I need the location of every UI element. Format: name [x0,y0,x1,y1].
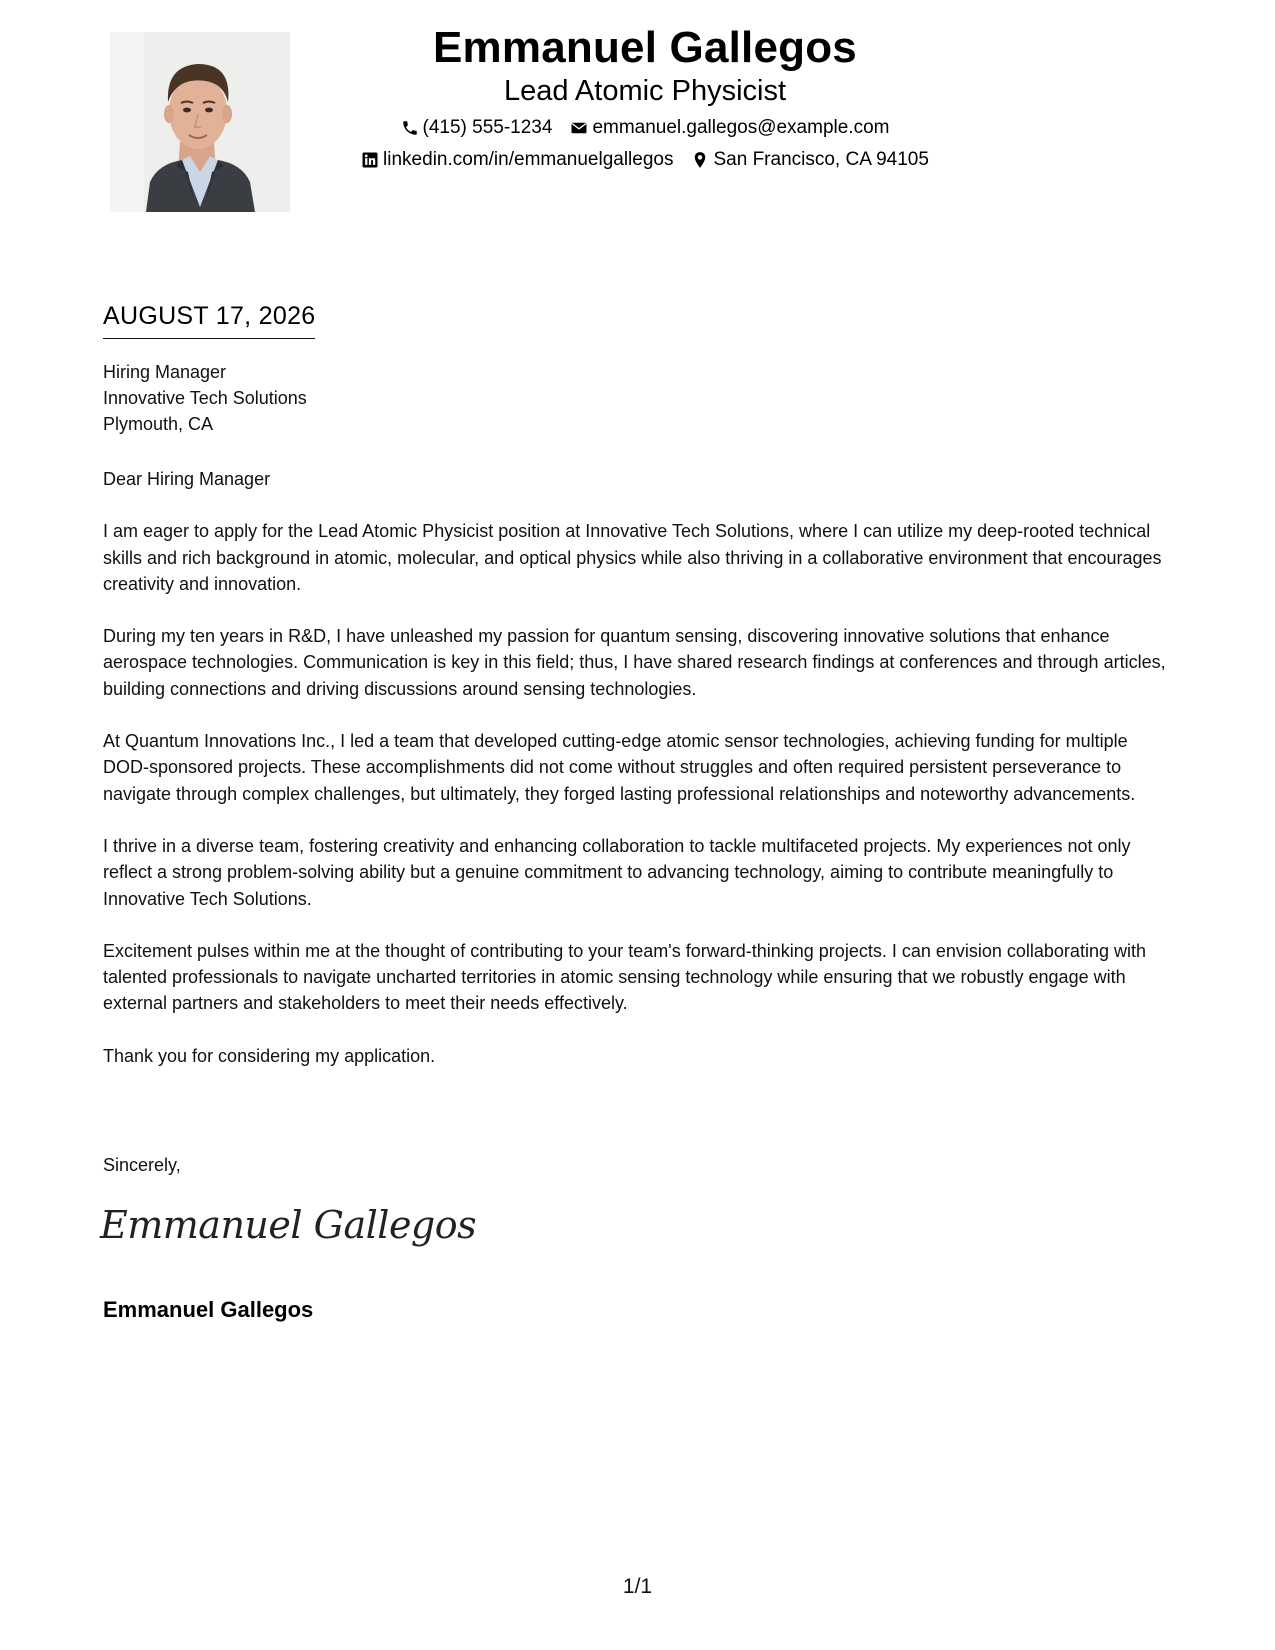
phone-icon [401,119,419,137]
applicant-name: Emmanuel Gallegos [433,23,857,72]
handwritten-signature [100,1195,477,1255]
linkedin-icon [361,151,379,169]
body-paragraph: I thrive in a diverse team, fostering creativity and enhancing collaboration to tackle multifaceted projects. My experiences not only reflect a strong problem-solving ability but a genuine commitment to advancing technology, aiming to contribute meaningfully to Innovative Tech Solutions. [103,835,1131,909]
page-number: 1/1 [622,1575,653,1598]
map-pin-icon [691,151,709,169]
signature-text: Emmanuel Gallegos [100,1203,477,1247]
applicant-title: Lead Atomic Physicist [503,75,787,107]
email-text: emmanuel.gallegos@example.com [592,117,890,138]
recipient-name: Hiring Manager [103,362,227,382]
profile-photo [110,32,290,212]
linkedin-text: linkedin.com/in/emmanuelgallegos [383,149,674,170]
location-text: San Francisco, CA 94105 [713,149,929,170]
recipient-company: Innovative Tech Solutions [103,388,307,408]
location-contact [691,148,928,172]
body-paragraph: Excitement pulses within me at the thought of contributing to your team's forward-thinking projects. I can envision collaborating with talented professionals to navigate uncharted territories in atomic sensing technology while ensuring that we robustly engage with external partners and stakeholders to meet their needs effectively. [103,940,1146,1014]
recipient-block [103,359,307,437]
contact-row-secondary [330,148,960,172]
body-paragraph: During my ten years in R&D, I have unleashed my passion for quantum sensing, discovering innovative solutions that enhance aerospace technologies. Communication is key in this field; thus, I have shared research findings at conferences and through articles, building connections and driving discussions around sensing technologies. [103,626,1166,699]
email-contact[interactable] [570,116,889,140]
contact-row-primary [330,116,960,140]
letter-date: AUGUST 17, 2026 [103,300,315,339]
phone-contact[interactable] [401,116,553,140]
envelope-icon [570,119,588,137]
body-paragraph: Thank you for considering my application. [103,1045,436,1066]
body-paragraph: I am eager to apply for the Lead Atomic Physicist position at Innovative Tech Solutions, where I can utilize my deep-rooted technical skills and rich background in atomic, molecular, and optical physics while also thriving in a collaborative environment that encourages creativity and innovation. [103,521,1162,594]
recipient-location: Plymouth, CA [103,414,214,434]
signer-name: Emmanuel Gallegos [103,1297,314,1322]
linkedin-contact[interactable] [361,148,673,172]
closing: Sincerely, [103,1155,181,1175]
greeting: Dear Hiring Manager [103,469,271,489]
phone-text: (415) 555-1234 [422,117,553,138]
letter-header [330,22,960,172]
letter-body [103,466,1173,1095]
body-paragraph: At Quantum Innovations Inc., I led a team that developed cutting-edge atomic sensor technologies, achieving funding for multiple DOD-sponsored projects. These accomplishments did not come without struggles and often required persistent perseverance to navigate through complex challenges, but ultimately, they forged lasting professional relationships and noteworthy advancements. [103,731,1136,804]
